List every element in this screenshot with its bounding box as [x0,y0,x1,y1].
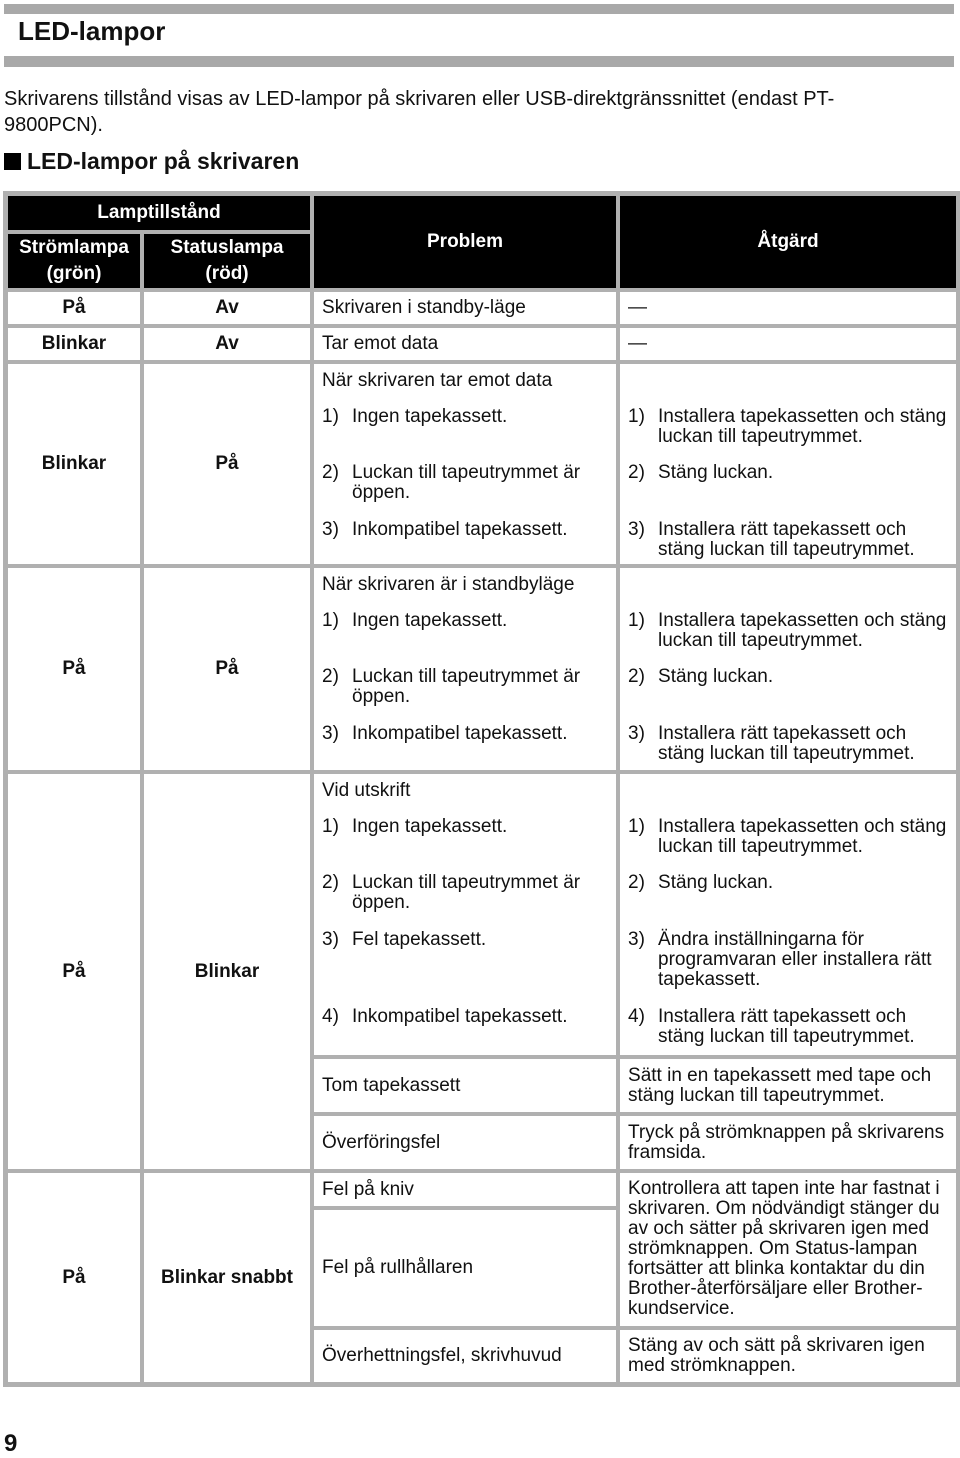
power-lamp-cell: På [6,290,142,326]
lamp-group-header: Lamptillstånd [6,194,312,232]
problem-context: När skrivaren är i standbyläge [322,574,575,595]
action-item: 4) Installera rätt tapekassett och stäng luckan till tapeutrymmet. [628,1006,915,1047]
problem-cell [312,772,618,1057]
problem-context: När skrivaren tar emot data [322,370,553,391]
action-item: 1) Installera tapekassetten och stäng luckan till tapeutrymmet. [628,610,947,651]
power-lamp-cell: På [6,772,142,1171]
power-lamp-cell: På [6,1171,142,1384]
problem-cell [312,566,618,772]
problem-cell: Fel på rullhållaren [312,1208,618,1328]
problem-header: Problem [312,194,618,290]
action-cell: Tryck på strömknappen på skrivarens framsida. [618,1114,958,1171]
square-bullet-icon [4,153,21,170]
action-cell [618,362,958,566]
problem-cell: Tar emot data [312,326,618,362]
status-lamp-cell: På [142,362,312,566]
action-cell [618,566,958,772]
action-item: 1) Installera tapekassetten och stäng luckan till tapeutrymmet. [628,406,947,447]
problem-cell: Fel på kniv [312,1171,618,1208]
status-lamp-cell: På [142,566,312,772]
problem-item: 2) Luckan till tapeutrymmet är öppen. [322,666,581,707]
section-title: LED-lampor på skrivaren [27,148,300,174]
intro-text: Skrivarens tillstånd visas av LED-lampor på skrivaren eller USB-direktgränssnittet (endast PT-9800PCN). [4,88,835,136]
title-bar-bottom [4,56,954,67]
power-lamp-cell: Blinkar [6,362,142,566]
table-row [6,772,958,1057]
problem-item: 4) Inkompatibel tapekassett. [322,1006,568,1027]
problem-item: 3) Fel tapekassett. [322,929,487,950]
action-item: 1) Installera tapekassetten och stäng luckan till tapeutrymmet. [628,816,947,857]
header-row-1 [6,194,958,232]
status-lamp-cell: Av [142,326,312,362]
action-header: Åtgärd [618,194,958,290]
action-cell: Sätt in en tapekassett med tape och stäng luckan till tapeutrymmet. [618,1057,958,1114]
action-cell: — [618,290,958,326]
table-row [6,362,958,566]
problem-cell: Skrivaren i standby-läge [312,290,618,326]
table-row [6,1171,958,1208]
power-lamp-cell: På [6,566,142,772]
table-row [6,566,958,772]
section-heading [4,148,299,175]
title-bar-top [4,4,954,14]
led-table [3,191,960,1387]
table-row [6,326,958,362]
problem-cell: Tom tapekassett [312,1057,618,1114]
problem-cell [312,362,618,566]
action-item: 3) Ändra inställningarna för programvaran eller installera rätt tapekassett. [628,929,932,990]
problem-item: 2) Luckan till tapeutrymmet är öppen. [322,872,581,913]
action-item: 3) Installera rätt tapekassett och stäng luckan till tapeutrymmet. [628,723,915,764]
status-lamp-cell: Av [142,290,312,326]
page-title: LED-lampor [18,16,166,46]
action-item: 2) Stäng luckan. [628,666,774,687]
problem-context: Vid utskrift [322,780,411,801]
power-lamp-cell: Blinkar [6,326,142,362]
table-row [6,290,958,326]
problem-item: 1) Ingen tapekassett. [322,816,508,837]
action-cell: Stäng av och sätt på skrivaren igen med strömknappen. [618,1328,958,1384]
problem-cell: Överhettningsfel, skrivhuvud [312,1328,618,1384]
action-cell: — [618,326,958,362]
action-cell [618,772,958,1057]
problem-item: 3) Inkompatibel tapekassett. [322,723,568,744]
page-number: 9 [4,1430,18,1457]
action-item: 2) Stäng luckan. [628,462,774,483]
status-lamp-header: Statuslampa (röd) [142,232,312,290]
problem-cell: Överföringsfel [312,1114,618,1171]
status-lamp-cell: Blinkar [142,772,312,1171]
problem-item: 1) Ingen tapekassett. [322,406,508,427]
action-item: 3) Installera rätt tapekassett och stäng luckan till tapeutrymmet. [628,519,915,560]
status-lamp-cell: Blinkar snabbt [142,1171,312,1384]
problem-item: 1) Ingen tapekassett. [322,610,508,631]
problem-item: 2) Luckan till tapeutrymmet är öppen. [322,462,581,503]
action-cell: Kontrollera att tapen inte har fastnat i skrivaren. Om nödvändigt stänger du av och sätter på skrivaren igen med strömknappen. Om Status-lampan fortsätter att blinka kontaktar du din Brother-återförsäljare eller Brother-kundservice. [618,1171,958,1328]
action-item: 2) Stäng luckan. [628,872,774,893]
problem-item: 3) Inkompatibel tapekassett. [322,519,568,540]
power-lamp-header: Strömlampa (grön) [6,232,142,290]
